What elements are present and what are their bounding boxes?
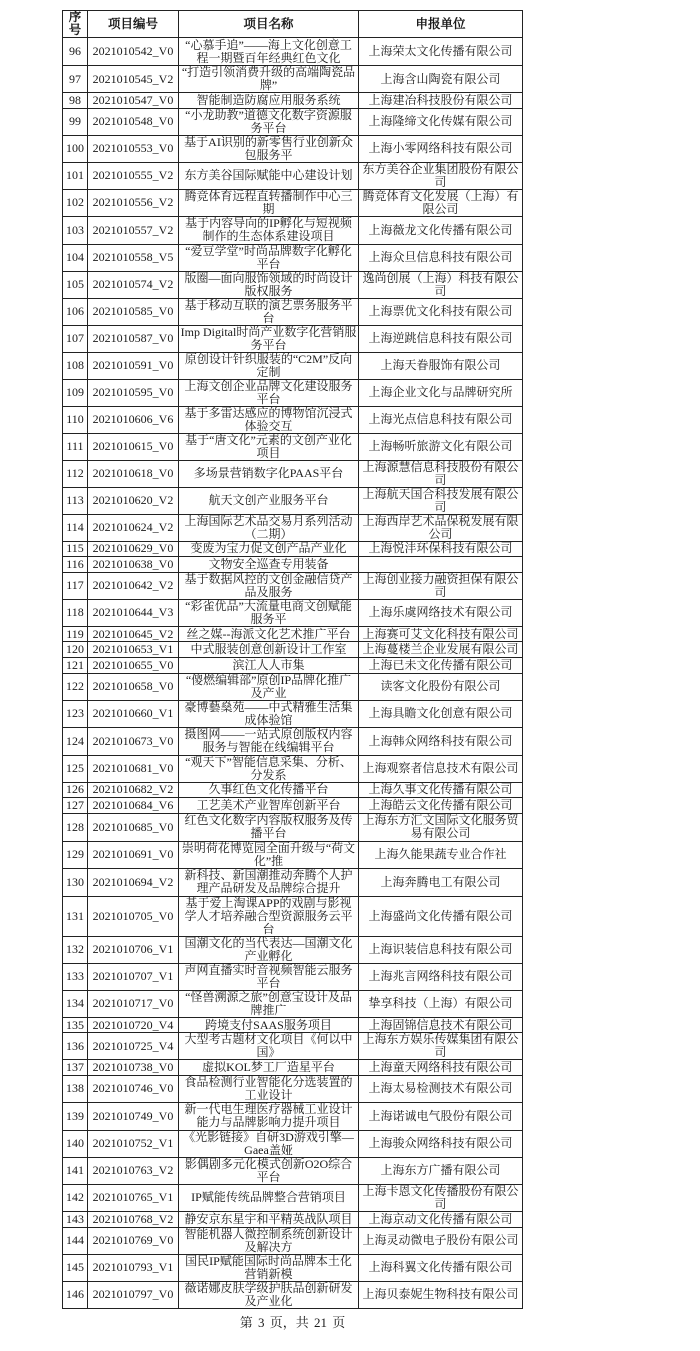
project-code: 2021010653_V1 [88, 642, 179, 658]
applicant: 上海蔓楼兰企业发展有限公司 [359, 642, 523, 658]
applicant: 上海众旦信息科技有限公司 [359, 244, 523, 271]
applicant: 上海具瞻文化创意有限公司 [359, 700, 523, 727]
applicant: 上海源慧信息科技股份有限公司 [359, 460, 523, 487]
applicant: 挚享科技（上海）有限公司 [359, 990, 523, 1017]
row-index: 103 [63, 216, 88, 244]
applicant: 上海骏众网络科技有限公司 [359, 1130, 523, 1157]
row-index: 134 [63, 990, 88, 1017]
project-name: 新一代电生理医疗器械工业设计能力与品牌影响力提升项目 [179, 1102, 359, 1130]
row-index: 118 [63, 599, 88, 626]
table-row [63, 727, 523, 755]
project-name: “观天下”智能信息采集、分析、分发系 [179, 755, 359, 782]
project-code: 2021010556_V2 [88, 189, 179, 216]
applicant: 上海东方娱乐传媒集团有限公司 [359, 1033, 523, 1060]
applicant [359, 557, 523, 573]
project-name: Imp Digital时尚产业数字化营销服务平台 [179, 325, 359, 352]
applicant: 上海东方广播有限公司 [359, 1157, 523, 1184]
project-code: 2021010595_V0 [88, 379, 179, 406]
row-index: 126 [63, 782, 88, 798]
page-content [62, 10, 523, 1351]
row-index: 139 [63, 1102, 88, 1130]
project-code: 2021010691_V0 [88, 841, 179, 868]
row-index: 98 [63, 93, 88, 109]
row-index: 107 [63, 325, 88, 352]
table-row [63, 841, 523, 868]
project-name: 航天文创产业服务平台 [179, 487, 359, 514]
applicant: 上海卡恩文化传播股份有限公司 [359, 1184, 523, 1211]
applicant: 上海韩众网络科技有限公司 [359, 727, 523, 755]
row-index: 97 [63, 66, 88, 93]
applicant: 上海企业文化与品牌研究所 [359, 379, 523, 406]
project-name: 基于内容导向的IP孵化与短视频制作的生态体系建设项目 [179, 216, 359, 244]
applicant: 上海薇龙文化传播有限公司 [359, 216, 523, 244]
project-name: 国民IP赋能国际时尚品牌本土化营销新模 [179, 1254, 359, 1281]
project-code: 2021010685_V0 [88, 813, 179, 841]
header-applicant: 申报单位 [359, 11, 523, 38]
table-row [63, 1075, 523, 1102]
applicant: 上海东方汇文国际文化服务贸易有限公司 [359, 813, 523, 841]
table-row [63, 782, 523, 798]
project-code: 2021010765_V1 [88, 1184, 179, 1211]
row-index: 115 [63, 541, 88, 557]
project-name: 基于数据风控的文创金融信贷产品及服务 [179, 572, 359, 599]
table-row [63, 1227, 523, 1254]
row-index: 135 [63, 1017, 88, 1033]
project-code: 2021010638_V0 [88, 557, 179, 573]
project-code: 2021010558_V5 [88, 244, 179, 271]
project-code: 2021010705_V0 [88, 896, 179, 936]
project-name: 红色文化数字内容版权服务及传播平台 [179, 813, 359, 841]
project-name: IP赋能传统品牌整合营销项目 [179, 1184, 359, 1211]
project-code: 2021010642_V2 [88, 572, 179, 599]
row-index: 145 [63, 1254, 88, 1281]
applicant: 上海逆跳信息科技有限公司 [359, 325, 523, 352]
table-row [63, 657, 523, 673]
row-index: 106 [63, 298, 88, 325]
applicant: 上海票优文化科技有限公司 [359, 298, 523, 325]
project-code: 2021010557_V2 [88, 216, 179, 244]
project-code: 2021010606_V6 [88, 406, 179, 433]
project-name: 静安京东星宇和平精英战队项目 [179, 1211, 359, 1227]
applicant: 上海诺诚电气股份有限公司 [359, 1102, 523, 1130]
applicant: 上海观察者信息技术有限公司 [359, 755, 523, 782]
table-row [63, 216, 523, 244]
project-code: 2021010738_V0 [88, 1060, 179, 1076]
row-index: 109 [63, 379, 88, 406]
applicant: 东方美谷企业集团股份有限公司 [359, 162, 523, 189]
applicant: 上海童天网络科技有限公司 [359, 1060, 523, 1076]
row-index: 146 [63, 1281, 88, 1308]
project-name: 滨江人人市集 [179, 657, 359, 673]
table-row [63, 963, 523, 990]
row-index: 136 [63, 1033, 88, 1060]
applicant: 上海天眷服饰有限公司 [359, 352, 523, 379]
row-index: 112 [63, 460, 88, 487]
project-name: 《光影链接》自研3D游戏引擎—Gaea盖娅 [179, 1130, 359, 1157]
project-code: 2021010629_V0 [88, 541, 179, 557]
applicant: 上海悦沣环保科技有限公司 [359, 541, 523, 557]
table-row [63, 1254, 523, 1281]
project-name: 基于爱上淘课APP的戏剧与影视学人才培养融合型资源服务云平台 [179, 896, 359, 936]
project-code: 2021010587_V0 [88, 325, 179, 352]
applicant: 上海小零网络科技有限公司 [359, 135, 523, 162]
table-row [63, 642, 523, 658]
applicant: 上海建冶科技股份有限公司 [359, 93, 523, 109]
project-name: 原创设计针织服装的“C2M”反向定制 [179, 352, 359, 379]
project-name: 丝之媒--海派文化艺术推广平台 [179, 626, 359, 642]
row-index: 141 [63, 1157, 88, 1184]
project-name: 大型考古题材文化项目《何以中国》 [179, 1033, 359, 1060]
row-index: 124 [63, 727, 88, 755]
applicant: 上海荣太文化传播有限公司 [359, 38, 523, 66]
table-row [63, 66, 523, 93]
table-row [63, 936, 523, 963]
row-index: 100 [63, 135, 88, 162]
row-index: 121 [63, 657, 88, 673]
table-row [63, 813, 523, 841]
table-row [63, 1102, 523, 1130]
project-name: 薇诺娜皮肤学级护肤品创新研发及产业化 [179, 1281, 359, 1308]
row-index: 137 [63, 1060, 88, 1076]
project-name: 变废为宝力促文创产品产业化 [179, 541, 359, 557]
project-name: “彩雀优品”大流量电商文创赋能服务平 [179, 599, 359, 626]
row-index: 101 [63, 162, 88, 189]
row-index: 130 [63, 868, 88, 896]
project-code: 2021010706_V1 [88, 936, 179, 963]
project-name: “打造引领消费升级的高端陶瓷品牌” [179, 66, 359, 93]
project-code: 2021010660_V1 [88, 700, 179, 727]
table-row [63, 406, 523, 433]
table-row [63, 990, 523, 1017]
project-code: 2021010673_V0 [88, 727, 179, 755]
applicant: 上海畅听旅游文化有限公司 [359, 433, 523, 460]
row-index: 129 [63, 841, 88, 868]
row-index: 133 [63, 963, 88, 990]
table-row [63, 599, 523, 626]
row-index: 96 [63, 38, 88, 66]
project-code: 2021010645_V2 [88, 626, 179, 642]
row-index: 143 [63, 1211, 88, 1227]
table-header-row [63, 11, 523, 38]
table-row [63, 1017, 523, 1033]
applicant: 上海创业接力融资担保有限公司 [359, 572, 523, 599]
table-row [63, 244, 523, 271]
project-code: 2021010749_V0 [88, 1102, 179, 1130]
project-name: “小龙助教”道德文化数字资源服务平台 [179, 108, 359, 135]
project-name: 摄图网——一站式原创版权内容服务与智能在线编辑平台 [179, 727, 359, 755]
project-code: 2021010684_V6 [88, 798, 179, 814]
project-name: “心慕手追”——海上文化创意工程一期暨百年经典红色文化 [179, 38, 359, 66]
applicant: 上海航天国合科技发展有限公司 [359, 487, 523, 514]
table-row [63, 38, 523, 66]
row-index: 99 [63, 108, 88, 135]
project-code: 2021010682_V2 [88, 782, 179, 798]
table-row [63, 1130, 523, 1157]
project-name: 久事红色文化传播平台 [179, 782, 359, 798]
table-row [63, 162, 523, 189]
project-name: “傻燃编辑部”原创IP品牌化推广及产业 [179, 673, 359, 700]
applicant: 上海赛可艾文化科技有限公司 [359, 626, 523, 642]
applicant: 上海光点信息科技有限公司 [359, 406, 523, 433]
row-index: 102 [63, 189, 88, 216]
applicant: 读客文化股份有限公司 [359, 673, 523, 700]
applicant: 上海乐虞网络技术有限公司 [359, 599, 523, 626]
table-row [63, 557, 523, 573]
row-index: 132 [63, 936, 88, 963]
project-table [62, 10, 523, 1309]
row-index: 144 [63, 1227, 88, 1254]
project-code: 2021010797_V0 [88, 1281, 179, 1308]
project-name: 东方美谷国际赋能中心建设计划 [179, 162, 359, 189]
table-row [63, 700, 523, 727]
applicant: 逸尚创展（上海）科技有限公司 [359, 271, 523, 298]
table-row [63, 1060, 523, 1076]
applicant: 上海京动文化传播有限公司 [359, 1211, 523, 1227]
row-index: 127 [63, 798, 88, 814]
project-name: 版圈—面向服饰领域的时尚设计版权服务 [179, 271, 359, 298]
project-code: 2021010585_V0 [88, 298, 179, 325]
row-index: 140 [63, 1130, 88, 1157]
table-row [63, 271, 523, 298]
applicant: 上海隆缔文化传媒有限公司 [359, 108, 523, 135]
table-row [63, 325, 523, 352]
project-name: 多场景营销数字化PAAS平台 [179, 460, 359, 487]
table-row [63, 487, 523, 514]
applicant: 上海科翼文化传播有限公司 [359, 1254, 523, 1281]
project-name: 国潮文化的当代表达—国潮文化产业孵化 [179, 936, 359, 963]
project-code: 2021010644_V3 [88, 599, 179, 626]
project-name: “怪兽溯源之旅”创意宝设计及品牌推广 [179, 990, 359, 1017]
table-row [63, 755, 523, 782]
project-name: 上海国际艺术品交易月系列活动（二期） [179, 514, 359, 541]
table-row [63, 798, 523, 814]
project-code: 2021010655_V0 [88, 657, 179, 673]
table-row [63, 1033, 523, 1060]
table-row [63, 1211, 523, 1227]
row-index: 125 [63, 755, 88, 782]
project-name: 智能机器人微控制系统创新设计及解决方 [179, 1227, 359, 1254]
row-index: 142 [63, 1184, 88, 1211]
row-index: 131 [63, 896, 88, 936]
project-code: 2021010694_V2 [88, 868, 179, 896]
project-name: 食品检测行业智能化分选装置的工业设计 [179, 1075, 359, 1102]
project-name: 工艺美术产业智库创新平台 [179, 798, 359, 814]
header-project-name: 项目名称 [179, 11, 359, 38]
project-code: 2021010615_V0 [88, 433, 179, 460]
row-index: 114 [63, 514, 88, 541]
applicant: 上海久能果蔬专业合作社 [359, 841, 523, 868]
project-name: 影偶剧多元化模式创新O2O综合平台 [179, 1157, 359, 1184]
project-code: 2021010707_V1 [88, 963, 179, 990]
row-index: 117 [63, 572, 88, 599]
applicant: 上海皓云文化传播有限公司 [359, 798, 523, 814]
project-code: 2021010752_V1 [88, 1130, 179, 1157]
project-code: 2021010763_V2 [88, 1157, 179, 1184]
row-index: 113 [63, 487, 88, 514]
project-code: 2021010717_V0 [88, 990, 179, 1017]
project-name: 智能制造防腐应用服务系统 [179, 93, 359, 109]
page-number: 第 3 页，共 21 页 [239, 1314, 346, 1330]
table-row [63, 1157, 523, 1184]
project-code: 2021010553_V0 [88, 135, 179, 162]
project-name: 虚拟KOL梦工厂造星平台 [179, 1060, 359, 1076]
row-index: 119 [63, 626, 88, 642]
table-row [63, 433, 523, 460]
project-code: 2021010746_V0 [88, 1075, 179, 1102]
project-name: 上海文创企业品牌文化建设服务平台 [179, 379, 359, 406]
project-name: 跨境支付SAAS服务项目 [179, 1017, 359, 1033]
applicant: 上海贝泰妮生物科技有限公司 [359, 1281, 523, 1308]
applicant: 上海含山陶瓷有限公司 [359, 66, 523, 93]
applicant: 上海太易检测技术有限公司 [359, 1075, 523, 1102]
project-code: 2021010547_V0 [88, 93, 179, 109]
project-code: 2021010542_V0 [88, 38, 179, 66]
project-code: 2021010618_V0 [88, 460, 179, 487]
project-code: 2021010548_V0 [88, 108, 179, 135]
table-row [63, 541, 523, 557]
project-code: 2021010720_V4 [88, 1017, 179, 1033]
project-code: 2021010545_V2 [88, 66, 179, 93]
project-name: “爱豆学堂”时尚品牌数字化孵化平台 [179, 244, 359, 271]
table-row [63, 135, 523, 162]
row-index: 116 [63, 557, 88, 573]
header-project-code: 项目编号 [88, 11, 179, 38]
project-code: 2021010793_V1 [88, 1254, 179, 1281]
row-index: 110 [63, 406, 88, 433]
table-row [63, 673, 523, 700]
row-index: 108 [63, 352, 88, 379]
table-row [63, 352, 523, 379]
header-index: 序号 [63, 11, 88, 38]
project-name: 豪博藝燊苑——中式精雅生活集成体验馆 [179, 700, 359, 727]
table-row [63, 93, 523, 109]
project-code: 2021010624_V2 [88, 514, 179, 541]
applicant: 上海盛尚文化传播有限公司 [359, 896, 523, 936]
applicant: 上海灵动微电子股份有限公司 [359, 1227, 523, 1254]
row-index: 128 [63, 813, 88, 841]
project-name: 基于多雷达感应的博物馆沉浸式体验交互 [179, 406, 359, 433]
applicant: 上海奔腾电工有限公司 [359, 868, 523, 896]
applicant: 上海久事文化传播有限公司 [359, 782, 523, 798]
table-row [63, 460, 523, 487]
project-name: 崇明荷花博览园全面升级与“荷文化”推 [179, 841, 359, 868]
project-code: 2021010591_V0 [88, 352, 179, 379]
project-code: 2021010725_V4 [88, 1033, 179, 1060]
project-name: 文物安全巡查专用装备 [179, 557, 359, 573]
project-name: 基于AI识别的新零售行业创新众包服务平 [179, 135, 359, 162]
project-code: 2021010658_V0 [88, 673, 179, 700]
table-row [63, 626, 523, 642]
row-index: 120 [63, 642, 88, 658]
project-name: 中式服装创意创新设计工作室 [179, 642, 359, 658]
table-row [63, 572, 523, 599]
project-name: 腾竞体育远程直转播制作中心三期 [179, 189, 359, 216]
table-row [63, 379, 523, 406]
table-row [63, 189, 523, 216]
row-index: 123 [63, 700, 88, 727]
applicant: 上海兆言网络科技有限公司 [359, 963, 523, 990]
project-name: 基于“唐文化”元素的文创产业化项目 [179, 433, 359, 460]
row-index: 105 [63, 271, 88, 298]
applicant: 上海识装信息科技有限公司 [359, 936, 523, 963]
project-code: 2021010768_V2 [88, 1211, 179, 1227]
table-row [63, 1281, 523, 1308]
project-name: 基于移动互联的演艺票务服务平台 [179, 298, 359, 325]
table-row [63, 896, 523, 936]
project-code: 2021010620_V2 [88, 487, 179, 514]
table-row [63, 108, 523, 135]
applicant: 上海固锦信息技术有限公司 [359, 1017, 523, 1033]
table-row [63, 298, 523, 325]
project-code: 2021010769_V0 [88, 1227, 179, 1254]
project-code: 2021010681_V0 [88, 755, 179, 782]
project-code: 2021010574_V2 [88, 271, 179, 298]
project-name: 声网直播实时音视频智能云服务平台 [179, 963, 359, 990]
applicant: 腾竞体育文化发展（上海）有限公司 [359, 189, 523, 216]
applicant: 上海西岸艺术品保税发展有限公司 [359, 514, 523, 541]
project-code: 2021010555_V2 [88, 162, 179, 189]
applicant: 上海已未文化传播有限公司 [359, 657, 523, 673]
row-index: 138 [63, 1075, 88, 1102]
table-row [63, 868, 523, 896]
row-index: 111 [63, 433, 88, 460]
table-row [63, 514, 523, 541]
table-row [63, 1184, 523, 1211]
row-index: 104 [63, 244, 88, 271]
project-name: 新科技、新国潮推动奔腾个人护理产品研发及品牌综合提升 [179, 868, 359, 896]
row-index: 122 [63, 673, 88, 700]
